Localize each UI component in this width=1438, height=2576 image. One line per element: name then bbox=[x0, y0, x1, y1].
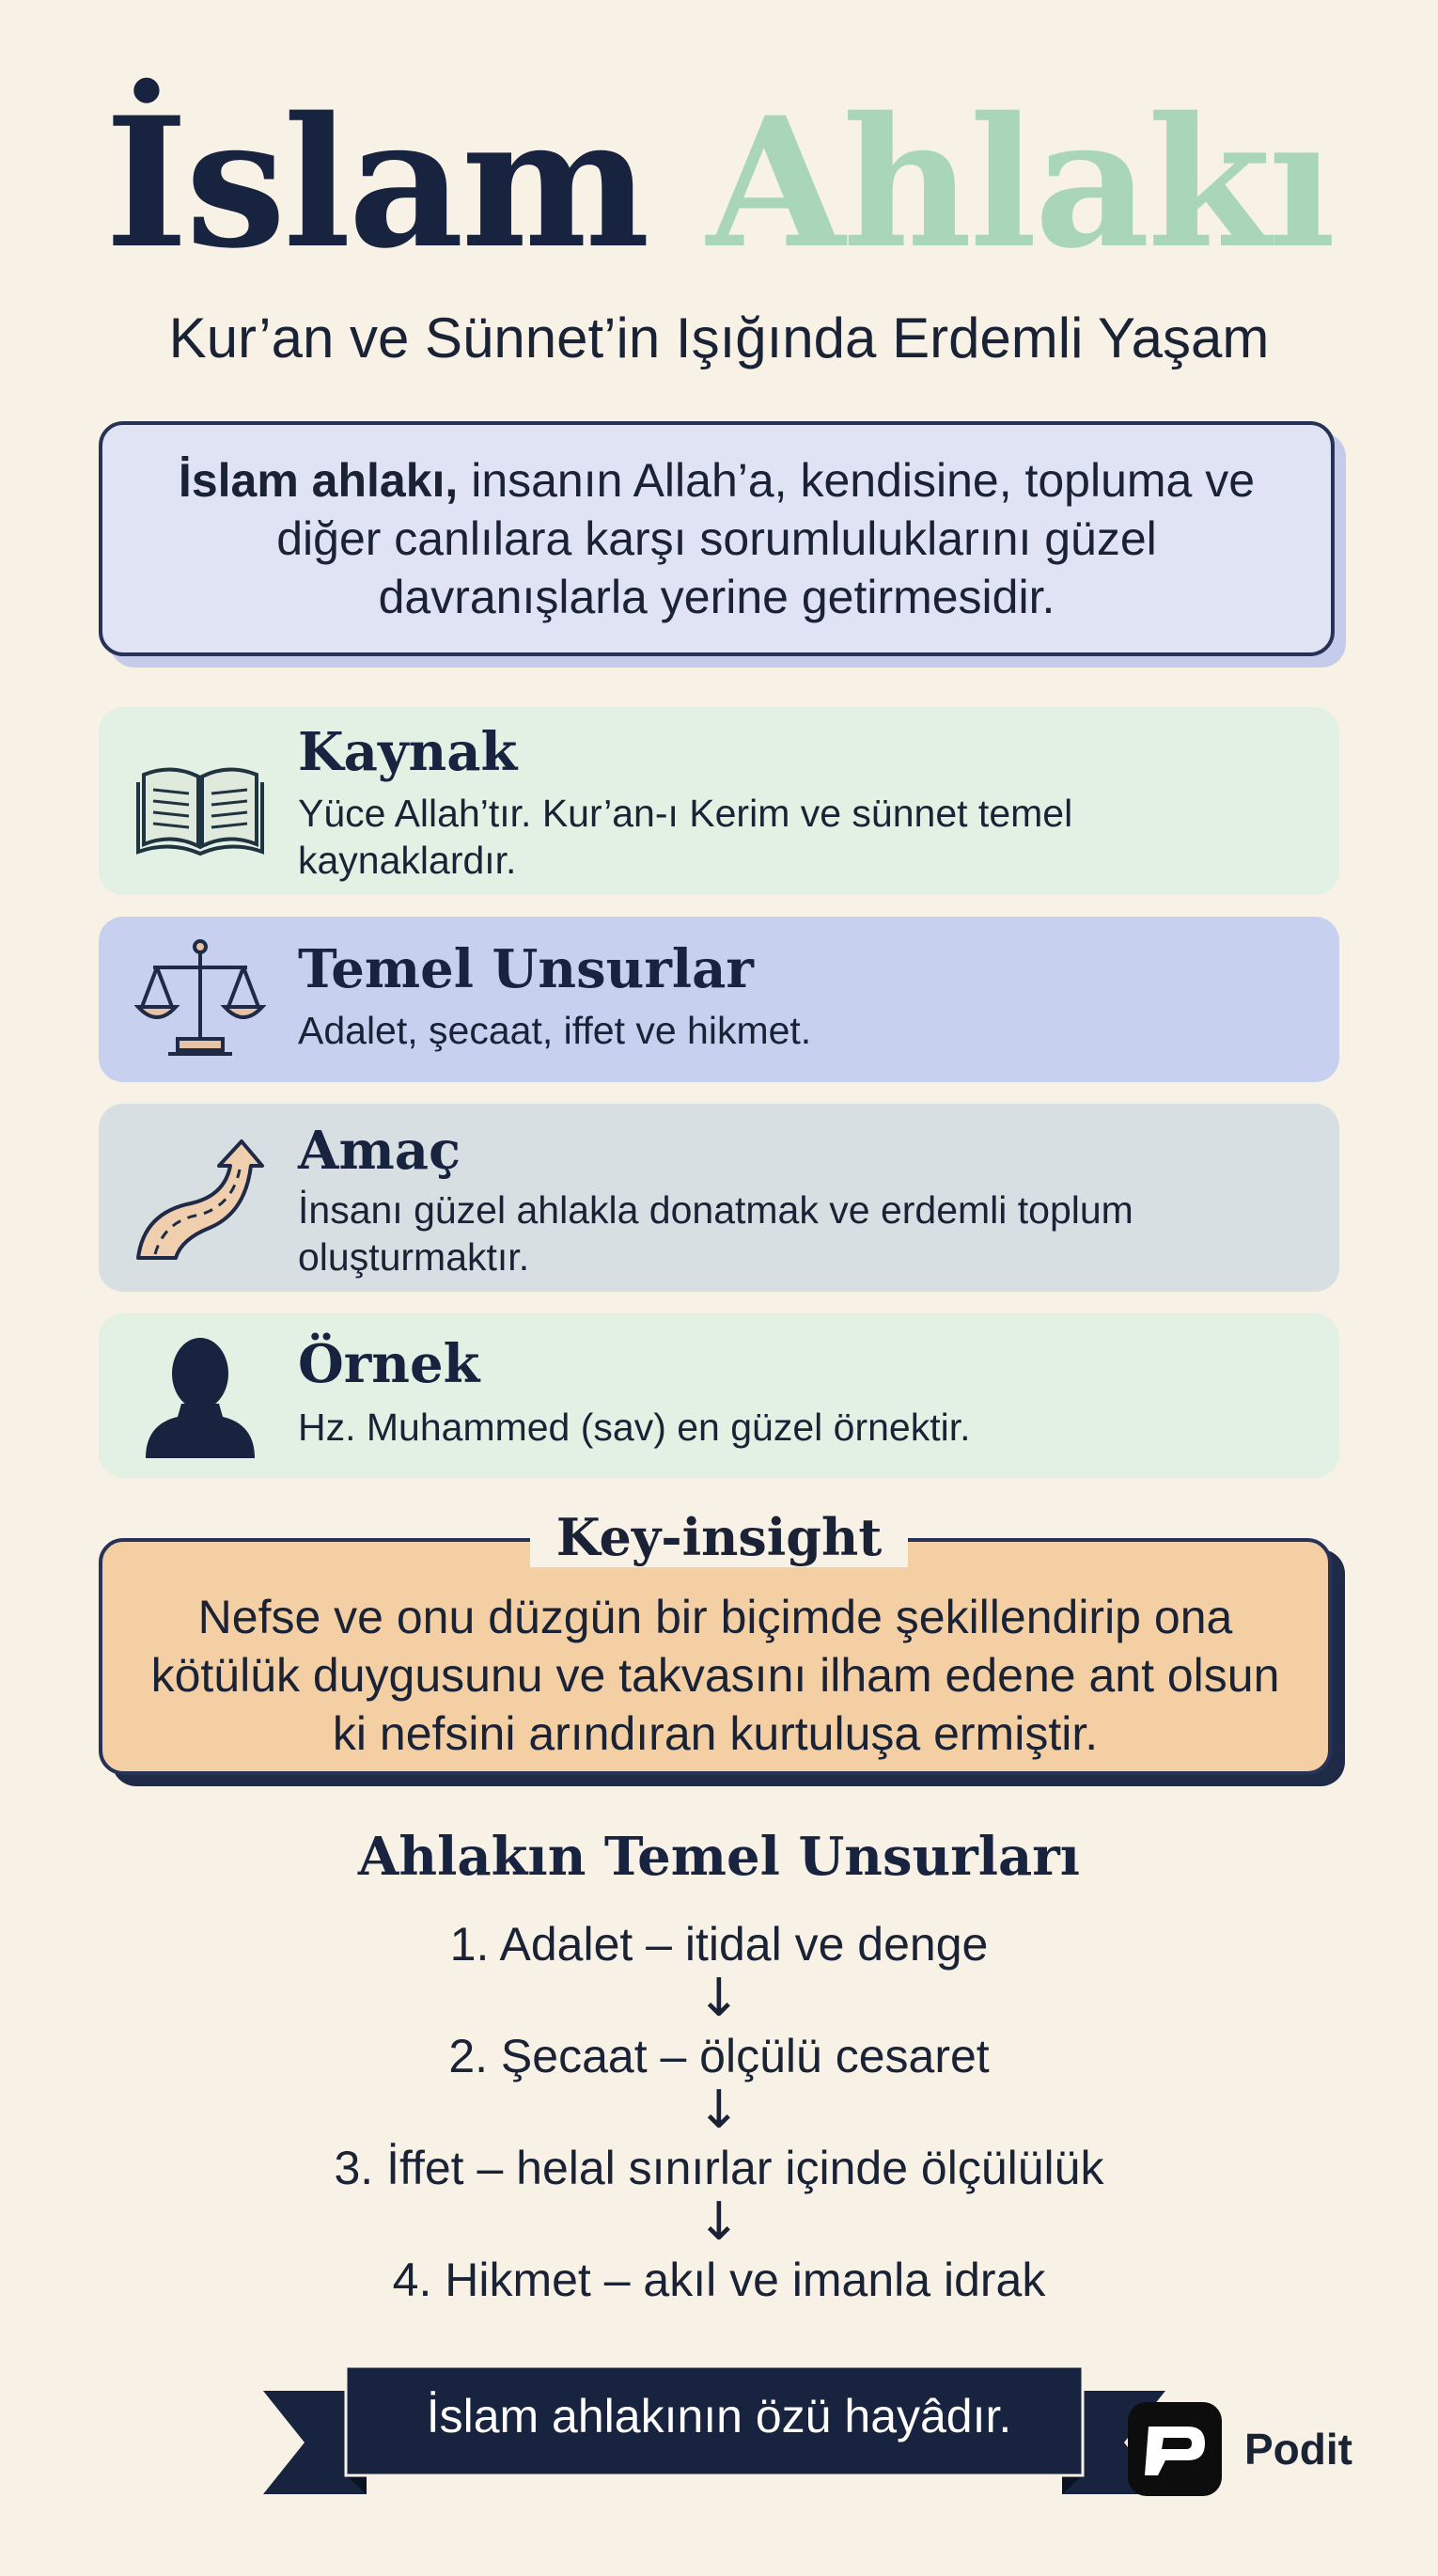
definition-body: insanın Allah’a, kendisine, topluma ve diğer canlılara karşı sorumluluklarını güzel davranışlarla yerine getirmesidir. bbox=[276, 454, 1256, 623]
person-silhouette-icon bbox=[134, 1330, 266, 1462]
down-arrow-icon: ↓ bbox=[696, 2080, 742, 2141]
insight-text: Nefse ve onu düzgün bir biçimde şekillendirip ona kötülük duygusunu ve takvasını ilham edene ant olsun ki nefsini arındıran kurtuluşa ermiştir. bbox=[150, 1591, 1280, 1760]
steps-title: Ahlakın Temel Unsurları bbox=[357, 1826, 1081, 1888]
card-body: Hz. Muhammed (sav) en güzel örnektir. bbox=[298, 1406, 971, 1449]
card-ornek bbox=[99, 1313, 1339, 1478]
step-item: 3. İffet – helal sınırlar içinde ölçülülük bbox=[334, 2142, 1104, 2194]
step-item: 2. Şecaat – ölçülü cesaret bbox=[448, 2030, 990, 2082]
card-body: Yüce Allah’tır. Kur’an-ı Kerim ve sünnet temel kaynaklardır. bbox=[298, 792, 1073, 882]
banner-text: İslam ahlakının özü hayâdır. bbox=[426, 2390, 1012, 2442]
card-heading: Amaç bbox=[298, 1120, 461, 1182]
card-body: Adalet, şecaat, iffet ve hikmet. bbox=[298, 1009, 812, 1052]
card-heading: Temel Unsurlar bbox=[298, 938, 754, 1000]
down-arrow-icon: ↓ bbox=[696, 2191, 742, 2253]
brand-name: Podit bbox=[1244, 2425, 1352, 2474]
brand bbox=[1128, 2402, 1352, 2496]
step-item: 4. Hikmet – akıl ve imanla idrak bbox=[392, 2254, 1046, 2306]
page-subtitle: Kur’an ve Sünnet’in Işığında Erdemli Yaşam bbox=[168, 306, 1270, 369]
down-arrow-icon: ↓ bbox=[696, 1968, 742, 2029]
card-temel-unsurlar bbox=[99, 917, 1339, 1082]
definition-bold: İslam ahlakı, bbox=[178, 454, 459, 507]
balance-scale-icon bbox=[134, 934, 266, 1065]
insight-label-text: Key-insight bbox=[530, 1507, 909, 1567]
card-amac bbox=[99, 1104, 1339, 1292]
definition-text bbox=[159, 451, 1274, 626]
open-book-icon bbox=[134, 735, 266, 867]
definition-box bbox=[99, 421, 1335, 656]
podit-logo-icon bbox=[1128, 2402, 1222, 2496]
insight-box bbox=[99, 1538, 1332, 1775]
card-kaynak bbox=[99, 707, 1339, 895]
step-item: 1. Adalet – itidal ve denge bbox=[449, 1918, 989, 1971]
title-word-ahlaki: Ahlakı bbox=[706, 78, 1334, 288]
card-body: İnsanı güzel ahlakla donatmak ve erdemli toplum oluşturmaktır. bbox=[298, 1188, 1133, 1279]
page-title bbox=[0, 78, 1438, 288]
card-heading: Örnek bbox=[298, 1333, 480, 1395]
insight-label bbox=[0, 1504, 1438, 1570]
card-heading: Kaynak bbox=[298, 721, 518, 783]
title-word-islam: İslam bbox=[104, 78, 648, 288]
upward-path-arrow-icon bbox=[134, 1138, 266, 1269]
